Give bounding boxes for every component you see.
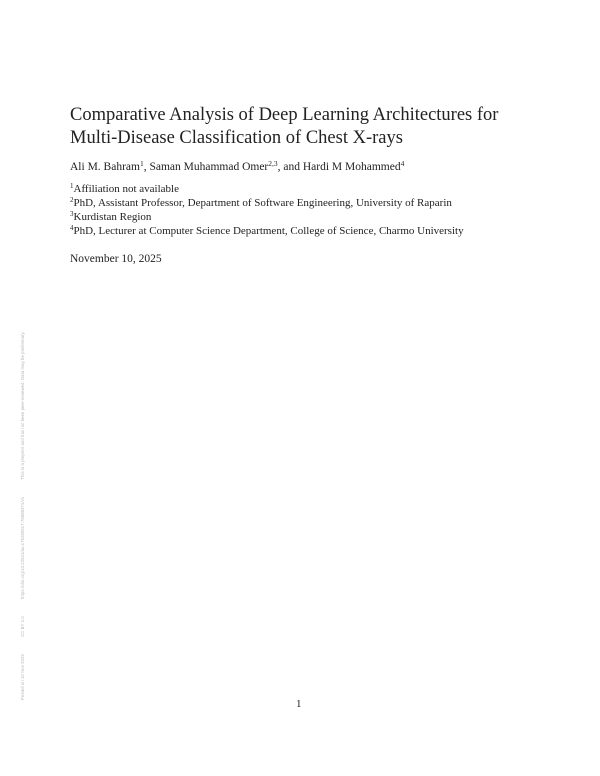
affiliation-list xyxy=(70,182,540,238)
author-name: Ali M. Bahram xyxy=(70,161,140,173)
author-affiliation-marker: 1 xyxy=(139,159,144,168)
publication-date: November 10, 2025 xyxy=(70,253,162,265)
affiliation-marker: 4 xyxy=(70,224,74,232)
author-affiliation-marker: 4 xyxy=(400,159,405,168)
author-separator: , xyxy=(143,161,150,173)
affiliation-marker: 2 xyxy=(70,196,74,204)
doi-link[interactable]: https://doi.org/10.22541/au.176280517.76888371/v1 xyxy=(20,496,25,599)
affiliation-text: Kurdistan Region xyxy=(73,211,152,223)
affiliation-item xyxy=(70,196,540,210)
paper-title xyxy=(70,104,540,150)
license-text: CC BY 4.0 xyxy=(20,616,25,637)
title-line-2: Multi-Disease Classification of Chest X-rays xyxy=(70,128,403,148)
affiliation-text: PhD, Lecturer at Computer Science Department, College of Science, Charmo University xyxy=(73,225,464,237)
page-number: 1 xyxy=(296,698,302,710)
posted-date: Posted on 10 Nov 2025 xyxy=(20,654,25,700)
author-affiliation-marker: 2,3 xyxy=(268,159,278,168)
affiliation-marker: 3 xyxy=(70,210,74,218)
author-name: Saman Muhammad Omer xyxy=(149,161,269,173)
preprint-side-note xyxy=(20,315,25,700)
affiliation-marker: 1 xyxy=(70,182,74,190)
author-name: Hardi M Mohammed xyxy=(302,161,401,173)
author-separator: , and xyxy=(277,161,303,173)
title-line-1: Comparative Analysis of Deep Learning Architectures for xyxy=(70,105,499,125)
affiliation-text: Affiliation not available xyxy=(73,183,179,195)
affiliation-text: PhD, Assistant Professor, Department of Software Engineering, University of Raparin xyxy=(73,197,452,209)
affiliation-item xyxy=(70,182,540,196)
affiliation-item xyxy=(70,210,540,224)
author-list xyxy=(70,160,550,175)
affiliation-item xyxy=(70,224,540,238)
preprint-disclaimer: This is a preprint and has not been peer-reviewed. Data may be preliminary. xyxy=(20,331,25,480)
